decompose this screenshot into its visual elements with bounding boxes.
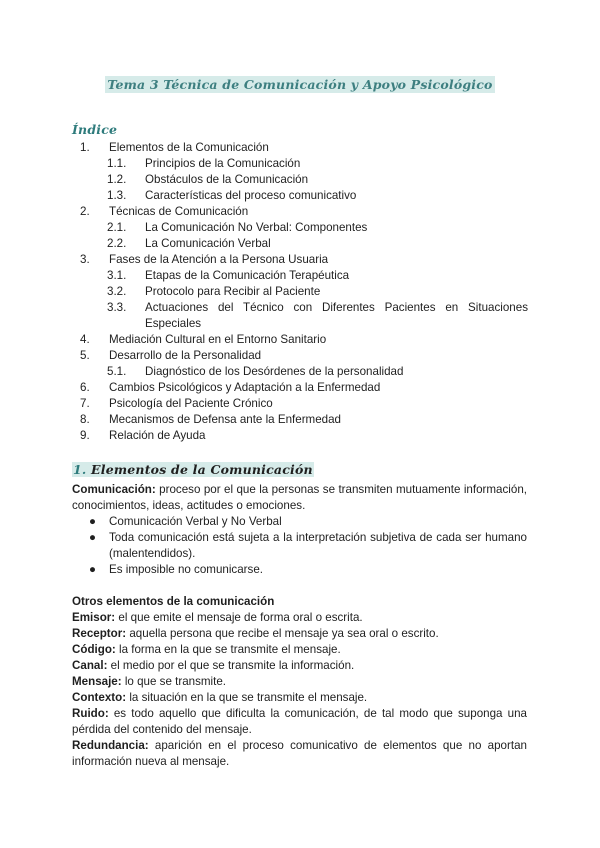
toc-item	[0, 396, 600, 412]
toc-item-number: 7.	[80, 397, 90, 410]
list-item: ● Toda comunicación está sujeta a la interpretación subjetiva de cada ser humano (malentendidos).	[89, 531, 527, 560]
toc-item-label: Principios de la Comunicación	[145, 157, 301, 170]
toc-item-label: Especiales	[145, 317, 202, 330]
definition-row: Receptor: aquella persona que recibe el mensaje ya sea oral o escrito.	[72, 627, 439, 640]
toc-item-label: La Comunicación Verbal	[145, 237, 271, 250]
toc-item-number: 6.	[80, 381, 90, 394]
toc-item-number: 1.1.	[107, 157, 127, 170]
toc-item	[0, 204, 600, 220]
section-title: Elementos de la Comunicación	[91, 462, 313, 477]
table-of-contents	[0, 140, 600, 444]
definition-row: Canal: el medio por el que se transmite la información.	[72, 659, 355, 672]
toc-item	[0, 284, 600, 300]
toc-item	[0, 140, 600, 156]
bullet-list	[72, 514, 527, 578]
definition-row: Emisor: el que emite el mensaje de forma oral o escrita.	[72, 611, 363, 624]
toc-item-label: Desarrollo de la Personalidad	[109, 349, 262, 362]
toc-item-label: Características del proceso comunicativo	[145, 189, 357, 202]
toc-item-number: 9.	[80, 429, 90, 442]
toc-item-number: 3.3.	[107, 301, 127, 314]
toc-item	[0, 252, 600, 268]
toc-item-label: Mediación Cultural en el Entorno Sanitario	[109, 333, 327, 346]
toc-item-label: Técnicas de Comunicación	[109, 205, 249, 218]
toc-item	[0, 188, 600, 204]
document-title	[0, 76, 600, 94]
toc-item	[0, 172, 600, 188]
other-elements-heading: Otros elementos de la comunicación	[72, 595, 275, 608]
section-heading	[72, 462, 314, 477]
toc-item	[0, 220, 600, 236]
toc-item-label: Cambios Psicológicos y Adaptación a la Enfermedad	[109, 381, 381, 394]
definition-row: Ruido: es todo aquello que dificulta la comunicación, de tal modo que suponga una pérdida del contenido del mensaje.	[72, 707, 527, 736]
toc-item-label: Actuaciones del Técnico con Diferentes Pacientes en Situaciones	[145, 301, 528, 314]
toc-item	[0, 316, 600, 332]
toc-item-number: 3.	[80, 253, 90, 266]
toc-item-label: Etapas de la Comunicación Terapéutica	[145, 269, 350, 282]
toc-item-number: 2.1.	[107, 221, 127, 234]
toc-item	[0, 268, 600, 284]
toc-item	[0, 364, 600, 380]
toc-item-number: 2.	[80, 205, 90, 218]
document-title-text: Tema 3 Técnica de Comunicación y Apoyo Psicológico	[107, 77, 493, 92]
toc-item-label: Obstáculos de la Comunicación	[145, 173, 309, 186]
toc-item	[0, 348, 600, 364]
toc-item-number: 1.	[80, 141, 90, 154]
toc-item-number: 3.1.	[107, 269, 127, 282]
toc-item-number: 2.2.	[107, 237, 127, 250]
toc-item-number: 1.3.	[107, 189, 127, 202]
definition-row: Contexto: la situación en la que se transmite el mensaje.	[72, 691, 368, 704]
toc-item	[0, 332, 600, 348]
toc-item	[0, 236, 600, 252]
toc-item-label: La Comunicación No Verbal: Componentes	[145, 221, 368, 234]
toc-item-label: Protocolo para Recibir al Paciente	[145, 285, 321, 298]
list-item: ● Comunicación Verbal y No Verbal	[89, 515, 282, 528]
toc-item-number: 8.	[80, 413, 90, 426]
toc-item-label: Psicología del Paciente Crónico	[109, 397, 273, 410]
toc-item-number: 5.1.	[107, 365, 127, 378]
definition-paragraph	[72, 482, 527, 514]
definition-row: Redundancia: aparición en el proceso comunicativo de elementos que no aportan información nueva al mensaje.	[72, 739, 527, 768]
toc-item-label: Elementos de la Comunicación	[109, 141, 269, 154]
definition-term: Comunicación:	[72, 483, 156, 496]
index-heading: Índice	[72, 122, 118, 137]
toc-item-label: Relación de Ayuda	[109, 429, 206, 442]
toc-item-label: Fases de la Atención a la Persona Usuaria	[109, 253, 329, 266]
toc-item	[0, 300, 600, 316]
section-number: 1.	[73, 462, 87, 477]
element-definitions	[72, 610, 527, 770]
toc-item-number: 1.2.	[107, 173, 127, 186]
list-item: ● Es imposible no comunicarse.	[89, 563, 264, 576]
toc-item-label: Diagnóstico de los Desórdenes de la personalidad	[145, 365, 404, 378]
toc-item	[0, 428, 600, 444]
toc-item	[0, 412, 600, 428]
toc-item-label: Mecanismos de Defensa ante la Enfermedad	[109, 413, 342, 426]
definition-row: Mensaje: lo que se transmite.	[72, 675, 227, 688]
toc-item	[0, 156, 600, 172]
toc-item-number: 5.	[80, 349, 90, 362]
toc-item	[0, 380, 600, 396]
definition-text: proceso por el que la personas se transmiten mutuamente información, conocimientos, ideas, actitudes o emociones.	[72, 483, 527, 512]
toc-item-number: 4.	[80, 333, 90, 346]
toc-item-number: 3.2.	[107, 285, 127, 298]
definition-row: Código: la forma en la que se transmite el mensaje.	[72, 643, 341, 656]
